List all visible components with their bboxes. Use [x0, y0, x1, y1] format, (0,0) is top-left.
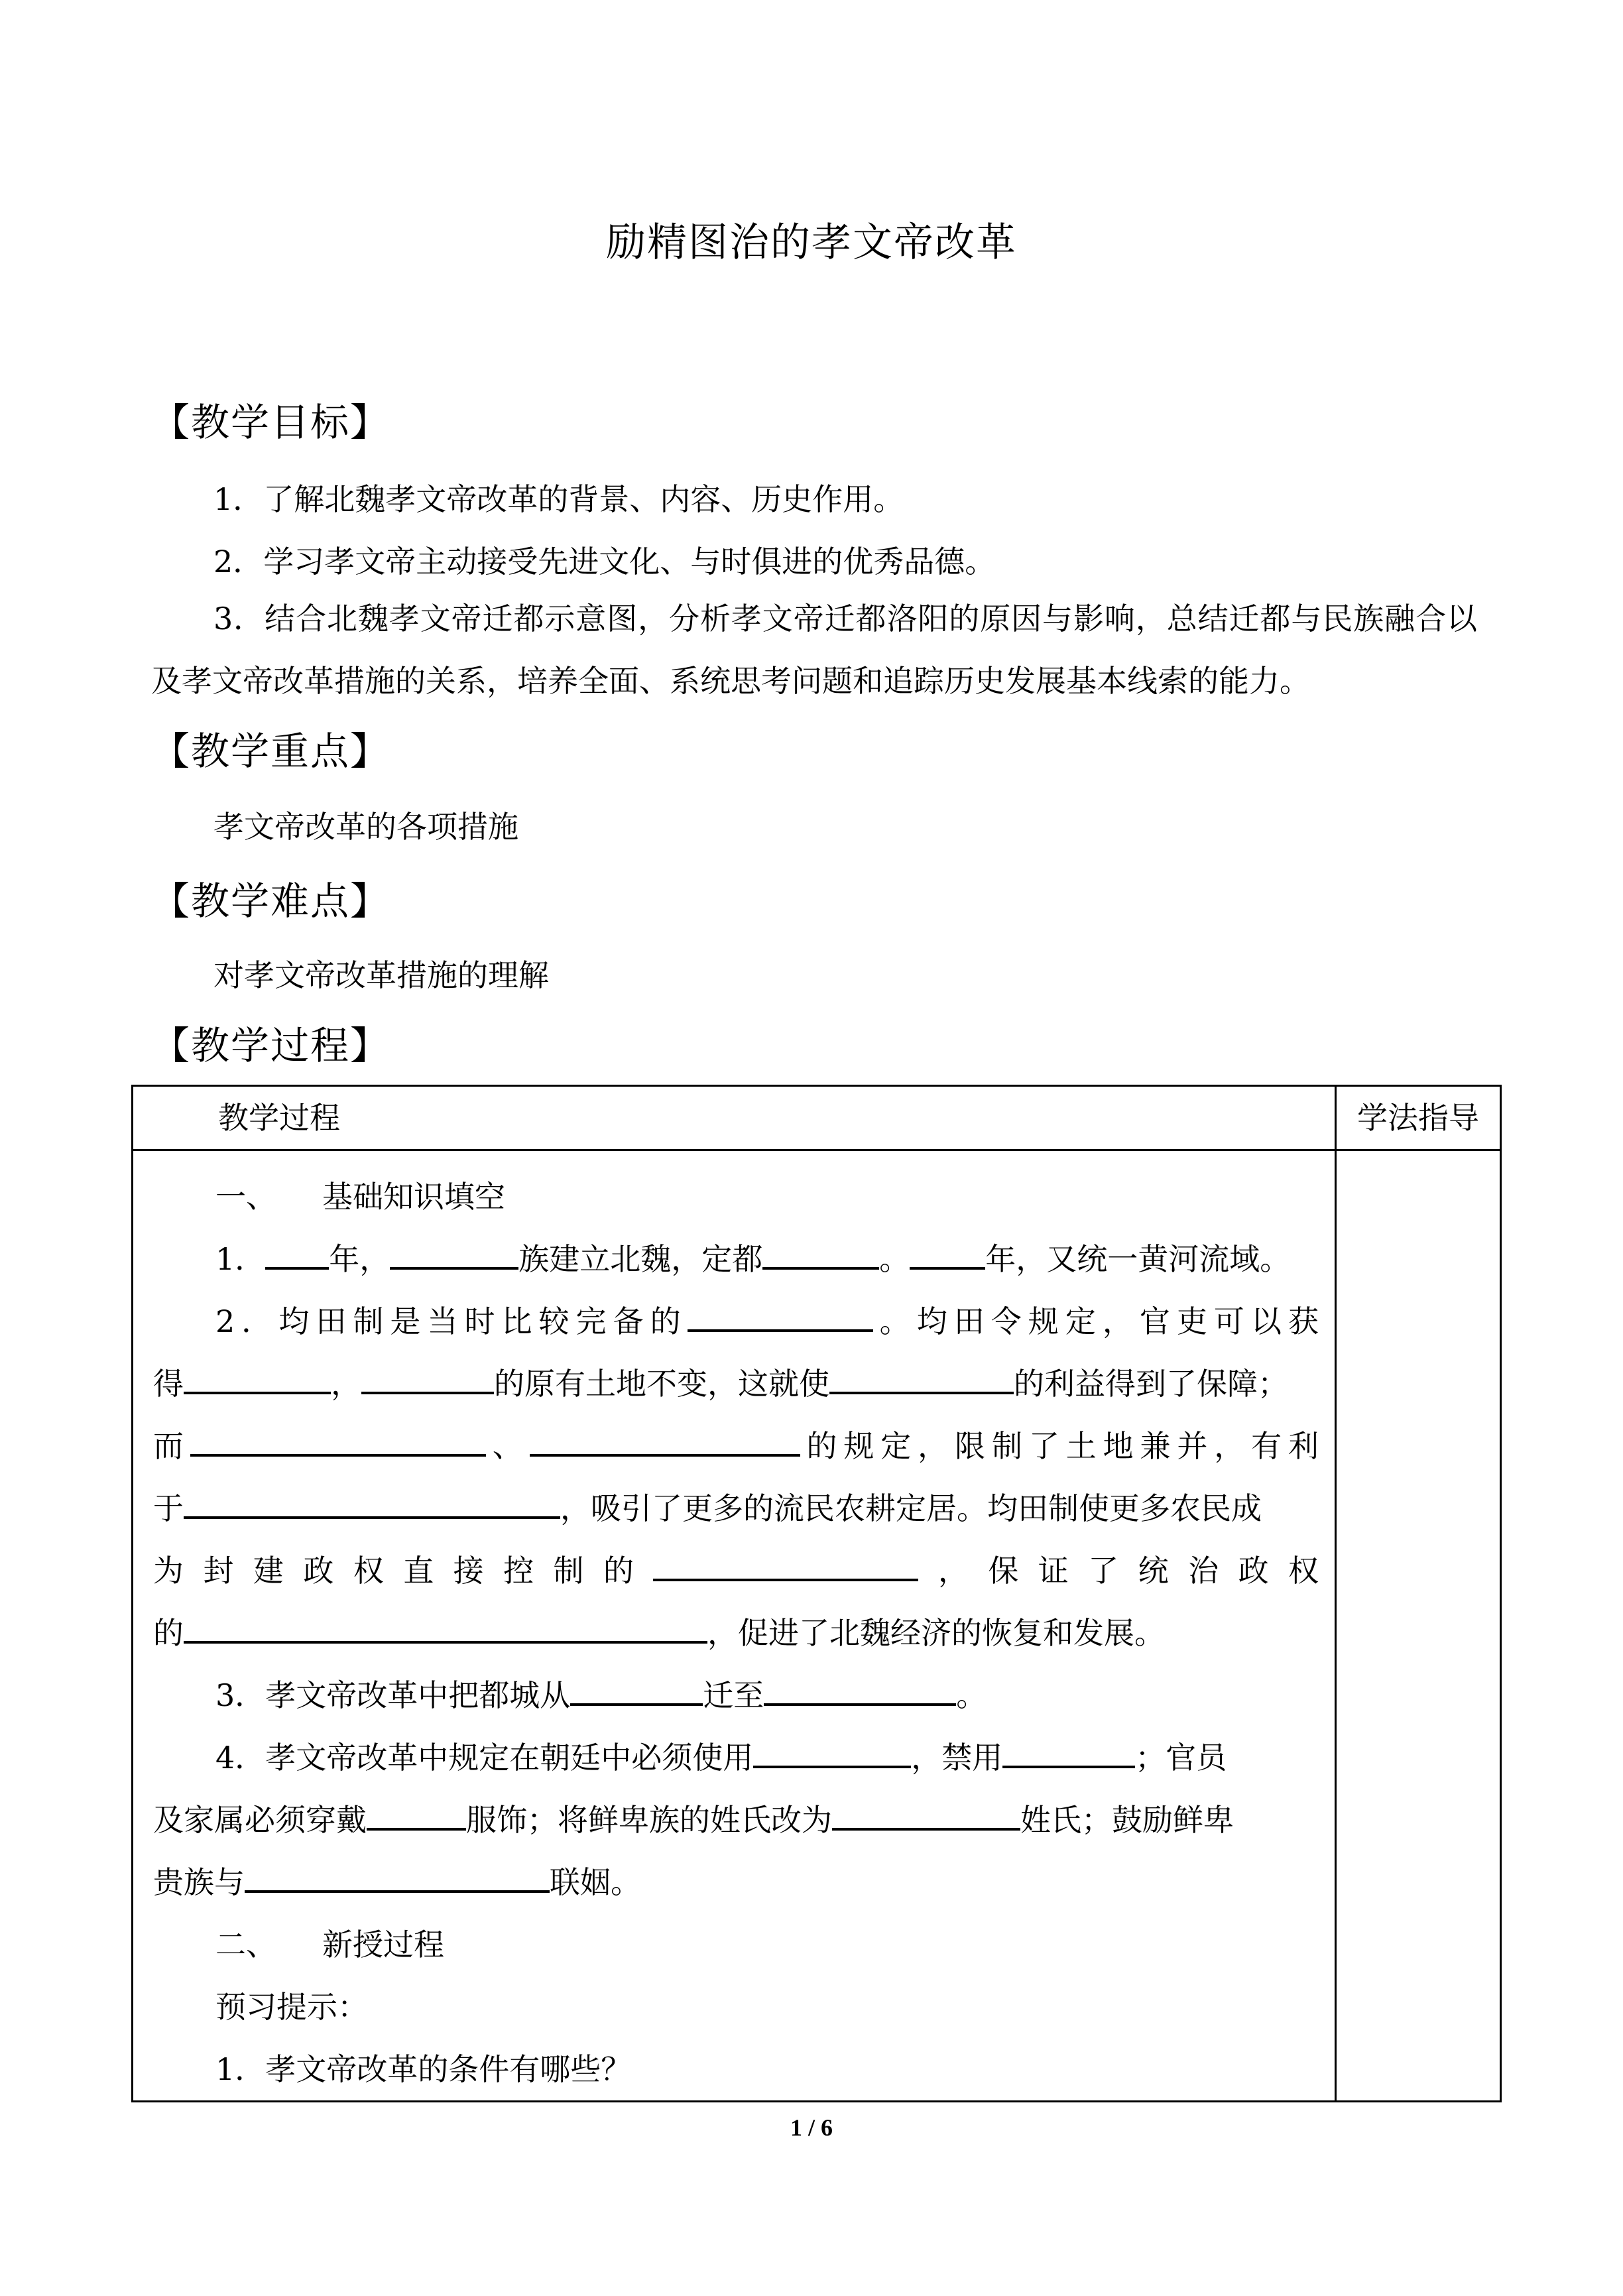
key-point-text: 孝文帝改革的各项措施 — [213, 809, 518, 845]
process-content-cell — [133, 1150, 1336, 2102]
question-2-line-2: 得 ， 的原有土地不变，这就使 的利益得到了保障； — [153, 1353, 1319, 1415]
question-2-line-3: 而 、 的规定，限制了土地兼并，有利 — [153, 1415, 1319, 1477]
blank-1-year[interactable] — [265, 1234, 329, 1270]
section-heading-goals: 【教学目标】 — [151, 400, 391, 445]
section-heading-process: 【教学过程】 — [151, 1023, 391, 1068]
column-header-process: 教学过程 — [133, 1086, 1336, 1150]
question-4-line-1: 4．孝文帝改革中规定在朝廷中必须使用 ，禁用 ；官员 — [153, 1726, 1319, 1789]
guidance-cell — [1336, 1150, 1501, 2102]
blank-4-clothing[interactable] — [367, 1795, 466, 1831]
question-4-line-2: 及家属必须穿戴 服饰；将鲜卑族的姓氏改为 姓氏；鼓励鲜卑 — [153, 1789, 1319, 1851]
blank-2-e[interactable] — [530, 1421, 800, 1457]
page-number: 1 / 6 — [790, 2114, 833, 2141]
question-2-line-4: 于 ，吸引了更多的流民农耕定居。均田制使更多农民成 — [153, 1477, 1319, 1540]
blank-1-ethnic[interactable] — [390, 1234, 518, 1270]
question-2-line-6: 的 ，促进了北魏经济的恢复和发展。 — [153, 1602, 1319, 1664]
goal-item-2: 2．学习孝文帝主动接受先进文化、与时俱进的优秀品德。 — [213, 544, 996, 579]
blank-4-surname[interactable] — [832, 1795, 1020, 1831]
section-heading-key: 【教学重点】 — [151, 729, 391, 774]
question-3: 3．孝文帝改革中把都城从 迁至 。 — [153, 1664, 1319, 1726]
blank-2-c[interactable] — [829, 1359, 1014, 1394]
blank-2-h[interactable] — [184, 1608, 707, 1644]
blank-2-f[interactable] — [184, 1483, 560, 1519]
blank-4-language[interactable] — [753, 1732, 911, 1768]
question-2-line-1: 2．均田制是当时比较完备的 。均田令规定，官吏可以获 — [153, 1290, 1319, 1353]
blank-2-b[interactable] — [361, 1359, 494, 1394]
preview-hint: 预习提示： — [215, 1989, 368, 2025]
goal-item-1: 1．了解北魏孝文帝改革的背景、内容、历史作用。 — [213, 481, 904, 517]
difficulty-text: 对孝文帝改革措施的理解 — [213, 957, 549, 993]
section-heading-difficulty: 【教学难点】 — [151, 878, 391, 924]
page-title: 励精图治的孝文帝改革 — [606, 219, 1017, 266]
blank-2-a[interactable] — [184, 1359, 331, 1394]
blank-2-system[interactable] — [688, 1296, 873, 1332]
blank-4-banned[interactable] — [1002, 1732, 1135, 1768]
part2-title: 二、 新授过程 — [215, 1927, 444, 1963]
part1-title: 一、 基础知识填空 — [215, 1179, 505, 1215]
question-2-line-5: 为封建政权直接控制的 ，保证了统治政权 — [153, 1540, 1319, 1602]
blank-2-g[interactable] — [653, 1545, 918, 1581]
goal-item-3: 3．结合北魏孝文帝迁都示意图，分析孝文帝迁都洛阳的原因与影响，总结迁都与民族融合以及孝文帝改革措施的关系，培养全面、系统思考问题和追踪历史发展基本线索的能力。 — [151, 601, 1477, 699]
question-4-line-3: 贵族与 联姻。 — [153, 1851, 1319, 1913]
blank-1-unify-year[interactable] — [910, 1234, 985, 1270]
blank-4-marriage[interactable] — [245, 1857, 550, 1893]
blank-3-from[interactable] — [570, 1670, 703, 1706]
blank-1-capital[interactable] — [762, 1234, 879, 1270]
question-1: 1． 年， 族建立北魏，定都 。 年，又统一黄河流域。 — [153, 1228, 1319, 1290]
preview-question-1: 1．孝文帝改革的条件有哪些？ — [215, 2051, 632, 2087]
column-header-guidance: 学法指导 — [1336, 1086, 1501, 1150]
blank-3-to[interactable] — [764, 1670, 956, 1706]
blank-2-d[interactable] — [190, 1421, 486, 1457]
teaching-process-table — [131, 1085, 1502, 2102]
